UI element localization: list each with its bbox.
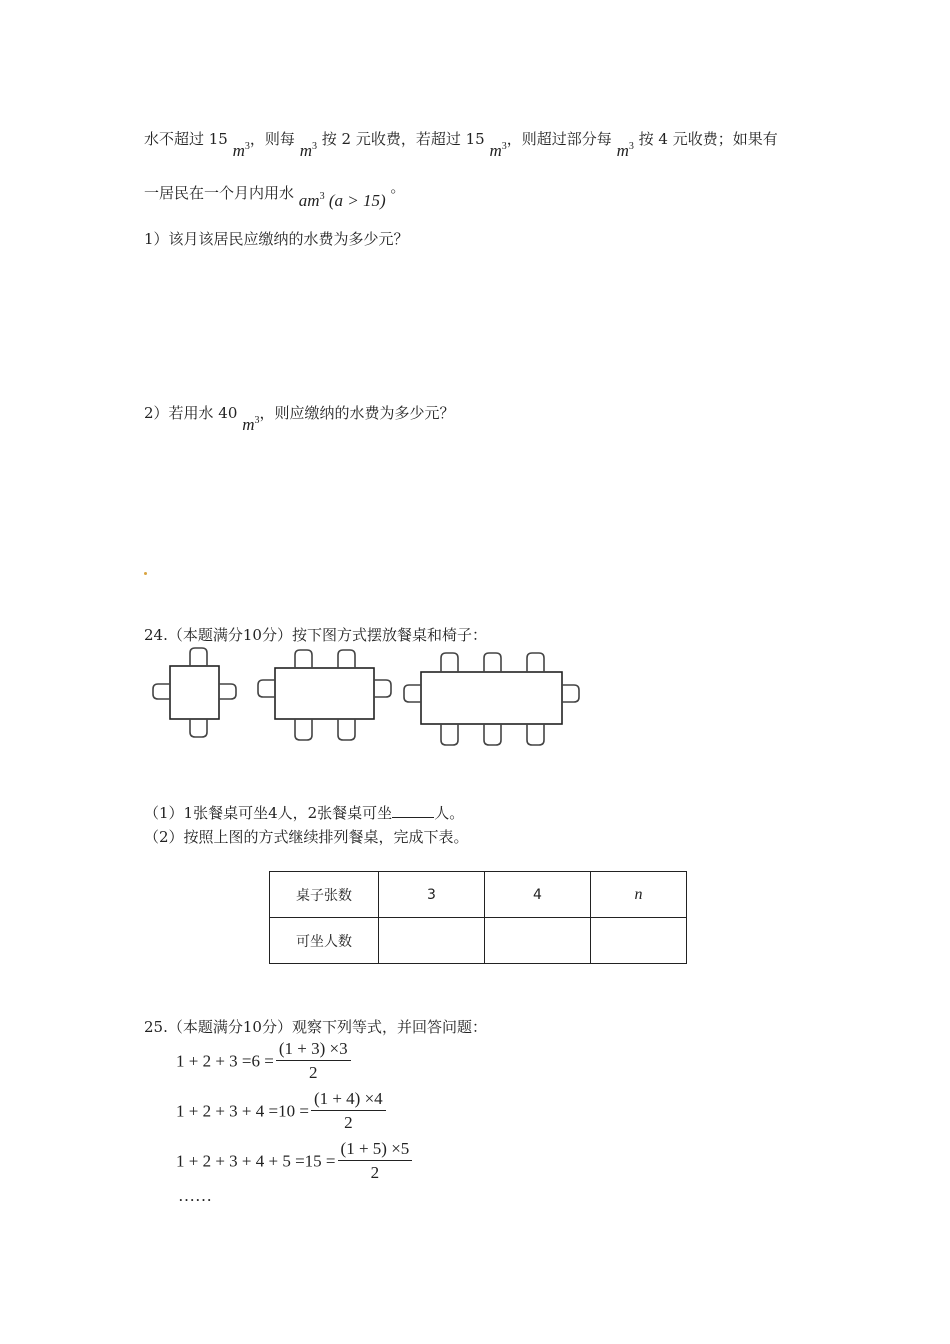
fraction: $\frac{(1 + 5) \times 5}{2}$: [338, 1138, 413, 1185]
answer-blank[interactable]: [392, 817, 434, 818]
problem23-line1: 水不超过 15 $m^3$，则每 $m^3$ 按 2 元收费，若超过 15 $m^3$，则超过部分每 $m^3$ 按 4 元收费；如果有: [144, 130, 778, 160]
fraction: $\frac{(1 + 3) \times 3}{2}$: [276, 1038, 351, 1085]
problem25-title: 25.（本题满分10分）观察下列等式，并回答问题：: [144, 1018, 487, 1036]
question-1: 1）该月该居民应缴纳的水费为多少元？: [144, 230, 409, 248]
figure-3-table: [404, 653, 579, 745]
unit-m3: $m^3$: [242, 415, 260, 434]
figure-1-table: [153, 648, 236, 737]
table-cell: 4: [485, 872, 591, 918]
equation-2: 1 + 2 + 3 + 4 =10 = $\frac{(1 + 4) \times 4}{2}$: [176, 1088, 386, 1135]
unit-m3: $m^3$: [232, 141, 250, 160]
unit-m3: $m^3$: [616, 141, 634, 160]
math-usage: $am^3$ (a > 15): [298, 191, 386, 210]
figure-2-table: [258, 650, 391, 740]
problem24-sub2: （2）按照上图的方式继续排列餐桌，完成下表。: [144, 828, 469, 846]
question-2: 2）若用水 40 $m^3$，则应缴纳的水费为多少元？: [144, 404, 455, 434]
table-header-cell: 可坐人数: [270, 918, 379, 964]
problem24-title: 24.（本题满分10分）按下图方式摆放餐桌和椅子：: [144, 626, 487, 644]
unit-m3: $m^3$: [489, 141, 507, 160]
fraction: $\frac{(1 + 4) \times 4}{2}$: [311, 1088, 386, 1135]
table-answer-cell[interactable]: [485, 918, 591, 964]
unit-m3: $m^3$: [299, 141, 317, 160]
equation-3: 1 + 2 + 3 + 4 + 5 =15 = $\frac{(1 + 5) \times 5}{2}$: [176, 1138, 412, 1185]
table-row: [270, 872, 687, 918]
stray-dot: [144, 572, 147, 575]
table-cell: 3: [379, 872, 485, 918]
table-cell: n: [591, 872, 687, 918]
problem24-sub1: （1）1张餐桌可坐4人，2张餐桌可坐 人。: [144, 804, 465, 822]
ellipsis: ……: [178, 1186, 212, 1205]
equation-1: 1 + 2 + 3 =6 = $\frac{(1 + 3) \times 3}{2}$: [176, 1038, 351, 1085]
table-answer-cell[interactable]: [591, 918, 687, 964]
table-row: [270, 918, 687, 964]
answer-table: [269, 871, 687, 964]
problem23-line2: 一居民在一个月内用水 $am^3$ (a > 15) 。: [144, 178, 406, 210]
table-chair-diagram: [145, 642, 595, 752]
table-header-cell: 桌子张数: [270, 872, 379, 918]
table-answer-cell[interactable]: [379, 918, 485, 964]
